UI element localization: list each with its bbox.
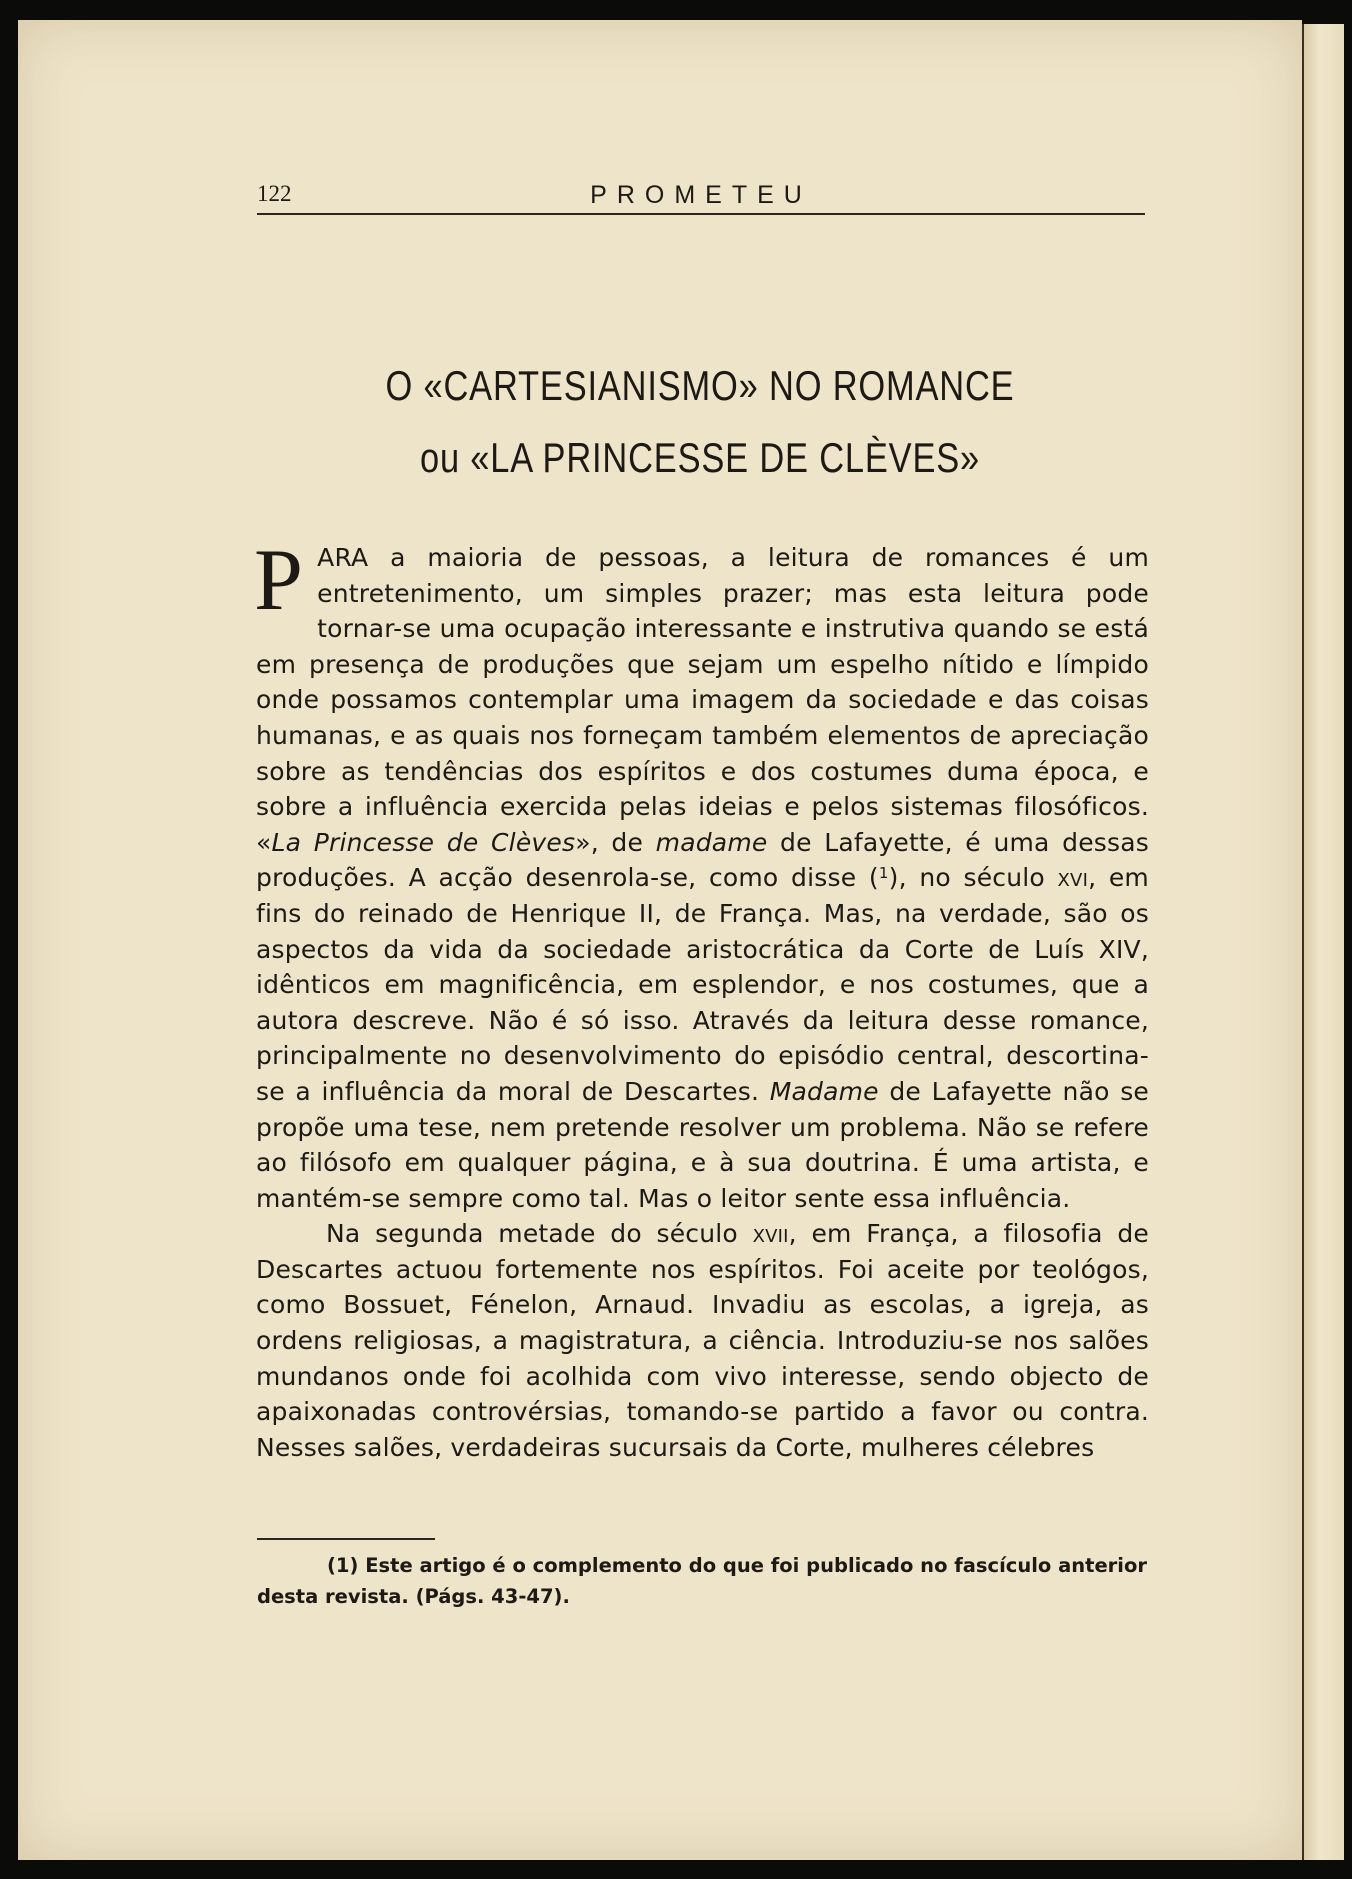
page-number: 122 [257, 181, 292, 206]
century-numeral-2: xvii [752, 1219, 789, 1249]
drop-cap: P [254, 532, 304, 629]
paragraph-1-text-d: ), no século [888, 863, 1058, 893]
footnote-text: Este artigo é o complemento do que foi publicado no fascículo anterior desta revista. (Págs. 43-47). [257, 1554, 1147, 1608]
article-title [220, 350, 1180, 494]
madame-italic-2: Madame [769, 1076, 879, 1106]
header-rule [257, 213, 1145, 215]
paragraph-1 [254, 532, 1149, 1216]
footnote-marker: (1) [327, 1554, 359, 1577]
paragraph-2-text-a: Na segunda metade do século [326, 1219, 753, 1249]
paragraph-1-text-e: , em fins do reinado de Henrique II, de França. Mas, na verdade, são os aspectos da vida da sociedade aristocrática da Corte de Luís XIV, idênticos em magnificência, em esplendor, e nos costumes, que a autora descreve. Não é só isso. Através da leitura desse romance, principalmente no desenvolvimento do episódio central, descortina-se a influência da moral de Descartes. [256, 863, 1149, 1106]
running-header [257, 181, 1145, 217]
footnote-rule [257, 1538, 435, 1540]
footnote-reference: 1 [878, 864, 889, 883]
footnote [257, 1550, 1147, 1612]
title-line-1: O «CARTESIANISMO» NO ROMANCE [385, 362, 1015, 409]
madame-italic: madame [655, 827, 768, 857]
adjacent-page-edge [1302, 24, 1344, 1860]
book-title-italic: La Princesse de Clèves [271, 827, 576, 857]
title-line-2: ou «LA PRINCESSE DE CLÈVES» [419, 434, 981, 481]
paragraph-1-text-c: de Lafayette, é uma dessas produções. A acção desenrola-se, como disse ( [256, 827, 1149, 893]
journal-title: PROMETEU [590, 181, 812, 209]
paragraph-1-text-a: a maioria de pessoas, a leitura de romances é um entretenimento, um simples prazer; mas esta leitura pode tornar-se uma ocupação interessante e instrutiva quando se está em presença de produções que sejam um espelho nítido e límpido onde possamos contemplar uma imagem da sociedade e das coisas humanas, e as quais nos forneçam também elementos de apreciação sobre as tendências dos espíritos e dos costumes duma época, e sobre a influência exercida pelas ideias e pelos sistemas filosóficos. « [256, 543, 1149, 857]
century-numeral: xvi [1057, 863, 1089, 893]
paragraph-1-text-f: de Lafayette não se propõe uma tese, nem pretende resolver um problema. Não se refere ao filósofo em qualquer página, e à sua doutrina. É uma artista, e mantém-se sempre como tal. Mas o leitor sente essa influência. [256, 1076, 1149, 1213]
paragraph-2-text-b: , em França, a filosofia de Descartes actuou fortemente nos espíritos. Foi aceite por teológos, como Bossuet, Fénelon, Arnaud. Invadiu as escolas, a igreja, as ordens religiosas, a magistratura, a ciência. Introduziu-se nos salões mundanos onde foi acolhida com vivo interesse, sendo objecto de apaixonadas controvérsias, tomando-se partido a favor ou contra. Nesses salões, verdadeiras sucursais da Corte, mulheres célebres [256, 1219, 1150, 1462]
first-word-rest: ARA [317, 543, 369, 572]
article-body [254, 532, 1150, 1465]
paragraph-1-text-b: », de [575, 827, 656, 857]
paragraph-2 [256, 1216, 1149, 1465]
